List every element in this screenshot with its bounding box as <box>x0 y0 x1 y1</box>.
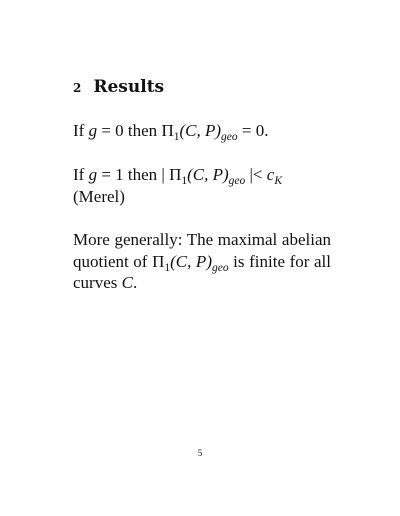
text-fragment: If <box>73 165 89 184</box>
math-subscript: 1 <box>164 261 171 274</box>
math-subscript: 1 <box>181 175 188 187</box>
text-fragment: curves <box>73 273 122 292</box>
math-variable-g: g <box>88 165 98 184</box>
section-number: 2 <box>73 81 82 95</box>
genus-one-statement <box>73 164 331 207</box>
math-variable-g: g <box>88 121 98 140</box>
attribution: (Merel) <box>73 186 125 206</box>
math-args: (C, P) <box>187 165 229 184</box>
math-subscript: 1 <box>173 131 180 143</box>
general-statement <box>73 229 331 294</box>
math-subscript-geo: geo <box>221 131 238 143</box>
text-fragment: = 0. <box>237 121 269 140</box>
math-args: (C, P) <box>170 251 212 271</box>
section-heading <box>73 76 164 99</box>
page-number: 5 <box>197 448 203 458</box>
general-line-3 <box>73 272 331 294</box>
text-fragment: . <box>132 273 138 292</box>
section-title: Results <box>93 77 165 97</box>
text-fragment: = 0 then <box>97 121 162 140</box>
math-pi: Π <box>169 165 182 184</box>
general-line-2 <box>73 251 331 273</box>
text-fragment: quotient of <box>73 251 153 271</box>
text-fragment: = 1 then | <box>97 165 170 184</box>
math-subscript-geo: geo <box>211 261 229 274</box>
math-subscript-geo: geo <box>228 175 246 187</box>
math-variable-c: C <box>121 273 133 292</box>
math-pi: Π <box>152 251 165 271</box>
text-fragment: |< <box>245 165 267 184</box>
math-variable-c: c <box>266 165 275 184</box>
math-subscript-k: K <box>274 175 282 187</box>
genus-zero-statement <box>73 120 331 142</box>
math-args: (C, P) <box>179 121 222 140</box>
general-line-1: More generally: The maximal abelian <box>73 230 331 249</box>
text-fragment: is finite for all <box>228 251 331 271</box>
text-fragment: If <box>73 121 89 140</box>
math-pi: Π <box>161 121 174 140</box>
